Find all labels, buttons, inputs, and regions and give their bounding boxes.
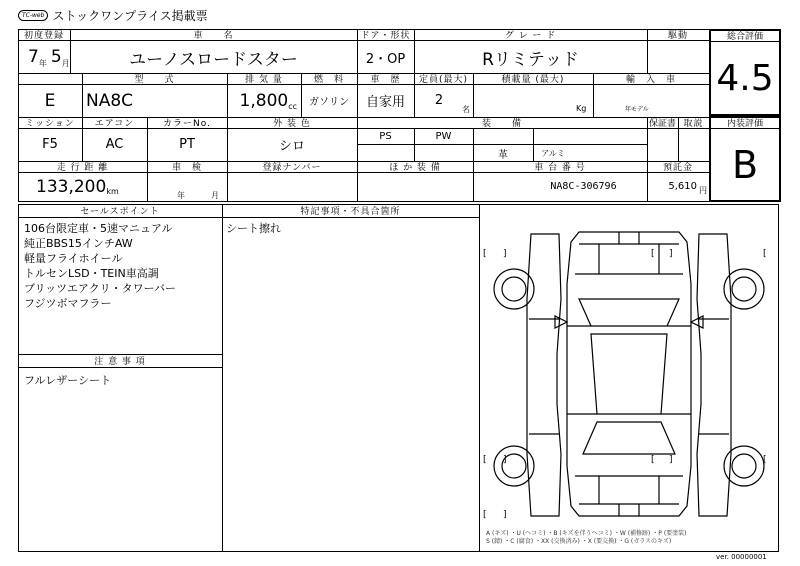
list-item: シート擦れ: [226, 222, 281, 235]
mission-value: F5: [42, 137, 58, 152]
color-no-value: PT: [179, 137, 195, 152]
manual-label: 取説: [683, 119, 704, 129]
inspection-label: 車 検: [171, 163, 202, 173]
inspection-month-unit: 月: [211, 191, 219, 200]
list-item: ブリッツエアクリ・タワーバー: [24, 282, 177, 295]
reg-year-unit: 年: [38, 58, 47, 68]
load-unit: Kg: [576, 104, 587, 113]
svg-text:[: [: [763, 455, 767, 465]
grade-label: グ レ ー ド: [504, 31, 557, 41]
import-label: 輸 入 車: [625, 75, 676, 85]
door-label: ドア・形状: [360, 31, 411, 41]
special-notes-list: [226, 221, 476, 236]
reg-date-value: [22, 41, 70, 73]
svg-text:[: [: [763, 249, 767, 259]
equip-alumi: アルミ: [541, 148, 565, 158]
mileage-value: [36, 172, 147, 201]
equip-pw: PW: [435, 130, 452, 142]
mileage-label: 走 行 距 離: [56, 163, 109, 173]
svg-text:]: ]: [503, 510, 507, 520]
plate-label: 登録ナンバー: [262, 163, 322, 173]
damage-legend: [486, 530, 687, 546]
car-damage-diagram: [479, 204, 779, 551]
inspection-year-unit: 年: [177, 191, 185, 200]
svg-text:[: [: [651, 249, 655, 259]
sales-points-list: [24, 221, 220, 311]
exterior-label: 外 装 色: [273, 119, 311, 129]
aircon-value: AC: [105, 137, 124, 152]
mileage-number: 133,200: [36, 176, 107, 197]
grade-value: Rリミテッド: [482, 49, 579, 70]
svg-text:]: ]: [669, 455, 673, 465]
svg-text:]: ]: [503, 249, 507, 259]
model-label: 型 式: [134, 75, 175, 85]
displacement-unit: cc: [288, 102, 297, 111]
reg-year: 7: [28, 47, 39, 67]
door-value: 2・OP: [365, 51, 406, 67]
equip-leather: 革: [498, 149, 508, 161]
equipment-label: 装 備: [481, 119, 522, 129]
other-equip-label: ほ か 装 備: [389, 163, 441, 173]
car-name-value: ユーノスロードスター: [129, 49, 298, 70]
legend-line-1: A (キズ) ・U (ヘコミ) ・B (キズを伴うヘコミ) ・W (補修跡) ・P (要塗装): [486, 530, 687, 537]
price-number: 5,610: [668, 181, 697, 192]
history-value: 自家用: [365, 95, 405, 110]
exterior-value: シロ: [278, 139, 305, 154]
special-notes-label: 特記事項・不具合箇所: [300, 207, 401, 217]
caution-label: 注 意 事 項: [94, 357, 146, 367]
list-item: トルセンLSD・TEIN車高調: [24, 267, 159, 280]
reg-month: 5: [50, 47, 62, 67]
overall-rating-label: 総合評価: [726, 32, 763, 42]
logo: TC-web: [18, 10, 48, 21]
version-footer: ver. 00000001: [716, 553, 767, 561]
displacement-number: 1,800: [239, 90, 289, 111]
aircon-label: エアコン: [94, 119, 135, 129]
chassis-label: 車 台 番 号: [534, 163, 586, 173]
svg-text:[: [: [483, 455, 487, 465]
car-name-label: 車 名: [193, 31, 234, 41]
list-item: フジツボマフラー: [24, 297, 112, 310]
list-item: 純正BBS15インチAW: [24, 237, 133, 250]
warranty-label: 保証書: [648, 119, 676, 129]
equip-ps: PS: [379, 130, 392, 142]
list-item: 軽量フライホイール: [24, 252, 123, 265]
import-model-unit: 年モデル: [625, 106, 649, 113]
svg-text:[: [: [483, 249, 487, 259]
drive-label: 駆動: [667, 31, 688, 41]
history-label: 車 歴: [370, 75, 401, 85]
reg-date-label: 初度登録: [23, 31, 64, 41]
fuel-value: ガソリン: [309, 97, 349, 108]
legend-line-2: S (錆) ・C (腐食) ・XX (交換済み) ・X (要交換) ・G (ガラスのキズ): [486, 538, 672, 545]
price-value: [647, 172, 709, 201]
model-value: NA8C: [86, 90, 134, 111]
displacement-label: 排 気 量: [245, 75, 283, 85]
interior-rating-label: 内装評価: [726, 119, 763, 129]
capacity-unit: 名: [462, 105, 470, 114]
model-prefix: E: [44, 90, 56, 111]
mileage-unit: km: [106, 187, 119, 196]
list-item: 106台限定車・5速マニュアル: [24, 222, 173, 235]
overall-rating-value: 4.5: [716, 57, 774, 99]
chassis-value: NA8C-306796: [550, 181, 617, 192]
color-no-label: カラーNo.: [163, 119, 211, 129]
load-label: 積載量 (最大): [501, 75, 565, 85]
caution-list: [24, 373, 220, 388]
mission-label: ミッション: [25, 119, 75, 129]
svg-text:[: [: [483, 510, 487, 520]
displacement-value: [227, 84, 301, 117]
capacity-value: 2: [434, 93, 444, 108]
svg-text:]: ]: [669, 249, 673, 259]
price-unit: 円: [699, 186, 707, 195]
page-title: ストックワンプライス掲載票: [52, 8, 208, 23]
capacity-label: 定員(最大): [418, 75, 469, 85]
reg-month-unit: 月: [61, 58, 70, 68]
svg-text:]: ]: [503, 455, 507, 465]
sales-points-label: セールスポイント: [80, 207, 160, 217]
fuel-label: 燃 料: [313, 75, 344, 85]
list-item: フルレザーシート: [24, 374, 112, 387]
car-outline: [494, 232, 764, 516]
interior-rating-value: B: [731, 143, 759, 187]
price-label: 預託金: [662, 163, 693, 173]
svg-text:[: [: [651, 455, 655, 465]
